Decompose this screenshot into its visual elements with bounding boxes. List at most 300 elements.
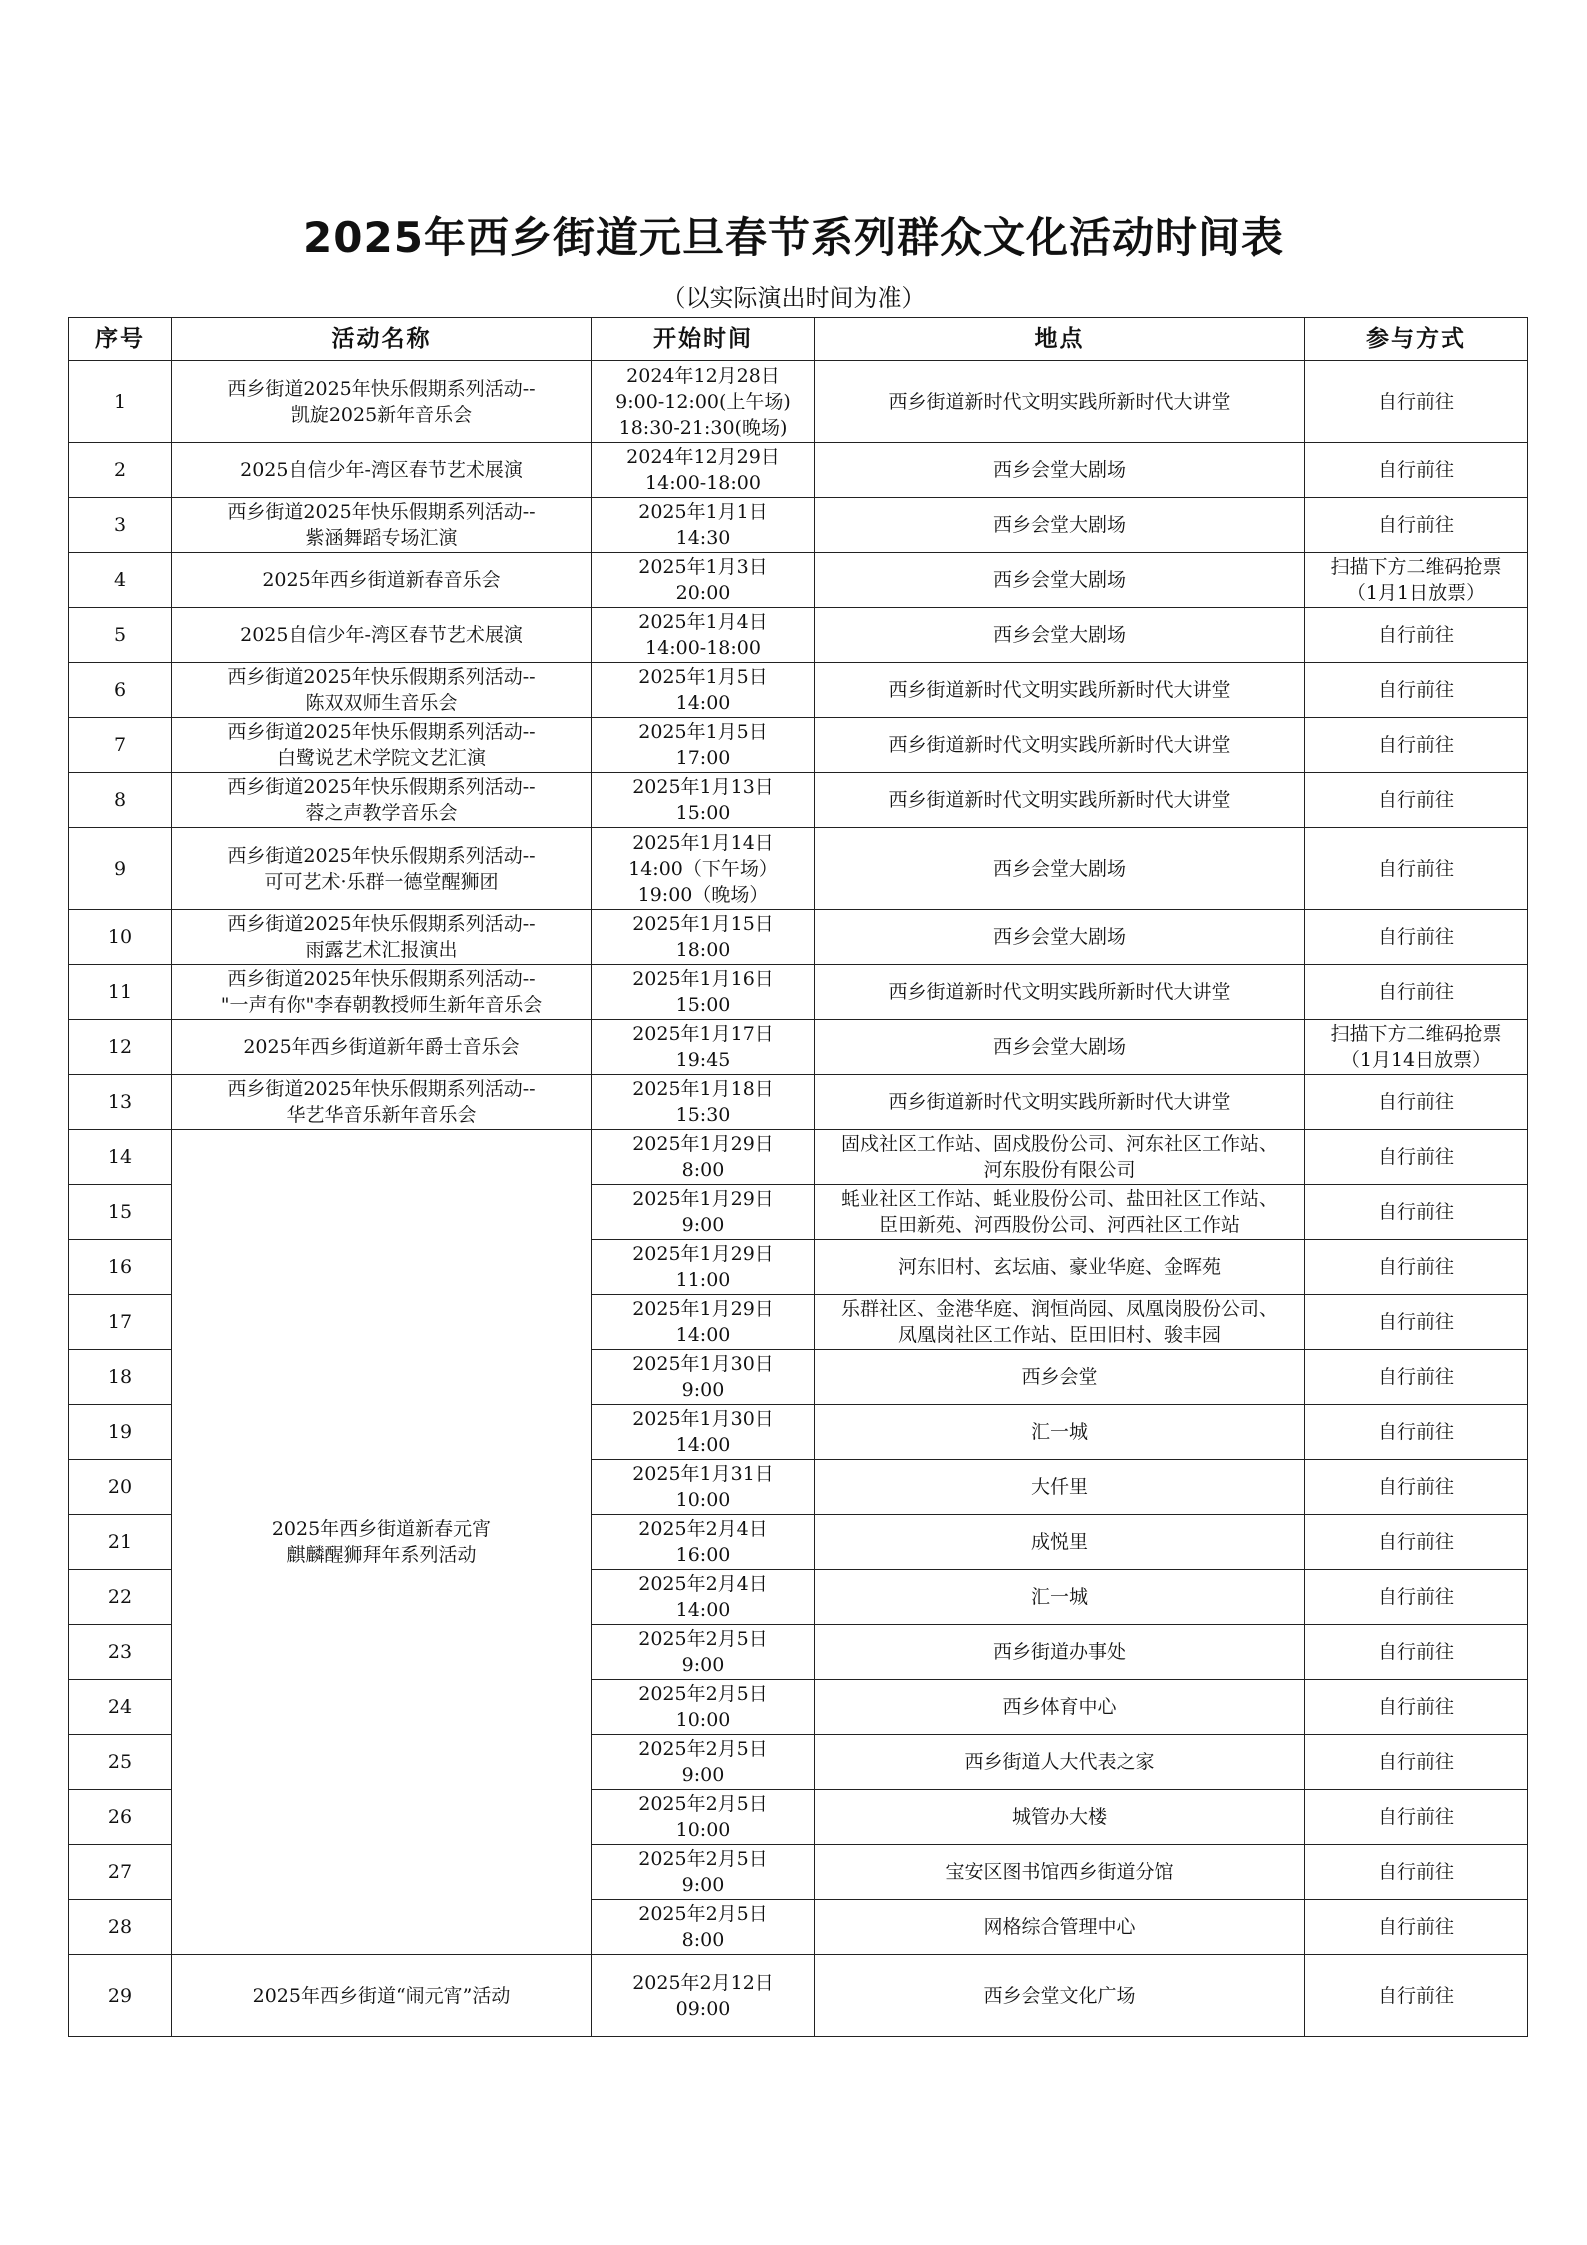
participation-mode: [1305, 1295, 1528, 1350]
location-line: 西乡会堂大剧场: [992, 926, 1126, 948]
activity-name-line: 2025年西乡街道新年爵士音乐会: [243, 1036, 520, 1058]
row-number: 11: [69, 965, 172, 1020]
start-time-line: 14:00: [675, 1324, 731, 1346]
participation-mode: [1305, 663, 1528, 718]
start-time: [592, 773, 815, 828]
location: [815, 498, 1305, 553]
location-line: 西乡街道新时代文明实践所新时代大讲堂: [888, 981, 1231, 1003]
start-time: [592, 1955, 815, 2037]
location: [815, 1735, 1305, 1790]
location: [815, 608, 1305, 663]
table-body: [69, 361, 1528, 2037]
participation-mode-line: 自行前往: [1377, 514, 1454, 536]
participation-mode: [1305, 1570, 1528, 1625]
start-time: [592, 1515, 815, 1570]
start-time-line: 10:00: [675, 1709, 731, 1731]
start-time-line: 2025年2月5日: [638, 1903, 768, 1925]
participation-mode-line: 自行前往: [1377, 734, 1454, 756]
start-time-line: 2025年2月5日: [638, 1738, 768, 1760]
participation-mode-line: 自行前往: [1377, 624, 1454, 646]
activity-name: [172, 965, 592, 1020]
start-time: [592, 1735, 815, 1790]
row-number: 21: [69, 1515, 172, 1570]
activity-name-line: 西乡街道2025年快乐假期系列活动--: [227, 1078, 536, 1100]
row-number: 26: [69, 1790, 172, 1845]
participation-mode: [1305, 361, 1528, 443]
table-row: [69, 1020, 1528, 1075]
row-number: 28: [69, 1900, 172, 1955]
location: [815, 1515, 1305, 1570]
start-time-line: 2025年1月30日: [632, 1353, 774, 1375]
row-number: 2: [69, 443, 172, 498]
location-line: 西乡街道人大代表之家: [964, 1751, 1155, 1773]
participation-mode: [1305, 608, 1528, 663]
location-line: 西乡街道办事处: [992, 1641, 1126, 1663]
location-line: 西乡街道新时代文明实践所新时代大讲堂: [888, 679, 1231, 701]
table-row: [69, 718, 1528, 773]
activity-name-line: 陈双双师生音乐会: [305, 692, 458, 714]
row-number: 17: [69, 1295, 172, 1350]
participation-mode: [1305, 1790, 1528, 1845]
activity-name-line: 2025年西乡街道“闹元宵”活动: [252, 1984, 511, 2007]
location-line: 乐群社区、金港华庭、润恒尚园、凤凰岗股份公司、: [840, 1298, 1278, 1320]
location-line: 西乡会堂大剧场: [992, 857, 1126, 880]
activity-name-line: 紫涵舞蹈专场汇演: [305, 527, 458, 549]
table-row: [69, 1130, 1528, 1185]
participation-mode-line: 自行前往: [1377, 1366, 1454, 1388]
participation-mode-line: 自行前往: [1377, 679, 1454, 701]
activity-name: [172, 828, 592, 910]
participation-mode-line: 自行前往: [1377, 1201, 1454, 1223]
start-time: [592, 361, 815, 443]
start-time-line: 16:00: [675, 1544, 731, 1566]
location: [815, 1350, 1305, 1405]
activity-name-line: 西乡街道2025年快乐假期系列活动--: [227, 377, 536, 400]
row-number: 6: [69, 663, 172, 718]
start-time-line: 19:00（晚场）: [637, 883, 769, 906]
activity-name-line: 西乡街道2025年快乐假期系列活动--: [227, 721, 536, 743]
start-time-line: 2025年1月18日: [632, 1078, 774, 1100]
activity-name-line: 华艺华音乐新年音乐会: [286, 1104, 477, 1126]
location: [815, 1020, 1305, 1075]
participation-mode: [1305, 1185, 1528, 1240]
start-time-line: 2025年2月5日: [638, 1793, 768, 1815]
activity-name: [172, 718, 592, 773]
location: [815, 361, 1305, 443]
start-time: [592, 1790, 815, 1845]
start-time: [592, 663, 815, 718]
page-subtitle: （以实际演出时间为准）: [661, 284, 926, 312]
location-line: 蚝业社区工作站、蚝业股份公司、盐田社区工作站、: [840, 1188, 1278, 1210]
activity-name: [172, 910, 592, 965]
activity-name-line: 西乡街道2025年快乐假期系列活动--: [227, 666, 536, 688]
start-time-line: 2025年2月4日: [638, 1518, 768, 1540]
location: [815, 1955, 1305, 2037]
start-time-line: 2025年1月15日: [632, 913, 774, 935]
start-time: [592, 828, 815, 910]
table-row: [69, 1955, 1528, 2037]
start-time-line: 18:00: [675, 939, 731, 961]
start-time-line: 15:30: [675, 1104, 731, 1126]
start-time-line: 2025年1月29日: [632, 1243, 774, 1265]
start-time-line: 2025年1月31日: [632, 1463, 774, 1485]
location-line: 西乡街道新时代文明实践所新时代大讲堂: [888, 734, 1231, 756]
participation-mode-line: 自行前往: [1377, 1984, 1454, 2007]
participation-mode: [1305, 1625, 1528, 1680]
table-row: [69, 608, 1528, 663]
participation-mode-line: 自行前往: [1377, 1146, 1454, 1168]
participation-mode-line: 自行前往: [1377, 981, 1454, 1003]
location: [815, 1570, 1305, 1625]
participation-mode: [1305, 553, 1528, 608]
start-time-line: 15:00: [675, 802, 731, 824]
participation-mode: [1305, 1680, 1528, 1735]
start-time: [592, 1625, 815, 1680]
activity-name: [172, 498, 592, 553]
header-no: 序号: [69, 318, 172, 361]
participation-mode: [1305, 828, 1528, 910]
start-time-line: 2025年1月17日: [632, 1023, 774, 1045]
start-time: [592, 910, 815, 965]
activity-name-line: 西乡街道2025年快乐假期系列活动--: [227, 776, 536, 798]
start-time-line: 20:00: [675, 582, 731, 604]
start-time-line: 2025年1月3日: [638, 556, 768, 578]
participation-mode: [1305, 910, 1528, 965]
start-time-line: 2025年1月16日: [632, 968, 774, 990]
location: [815, 1405, 1305, 1460]
header-time: 开始时间: [592, 318, 815, 361]
row-number: 16: [69, 1240, 172, 1295]
start-time-line: 2025年1月5日: [638, 721, 768, 743]
activity-name: [172, 443, 592, 498]
start-time: [592, 1405, 815, 1460]
activity-name-line: 西乡街道2025年快乐假期系列活动--: [227, 913, 536, 935]
start-time-line: 9:00: [681, 1654, 725, 1676]
participation-mode: [1305, 1240, 1528, 1295]
activity-name-merged-line: 2025年西乡街道新春元宵: [271, 1518, 492, 1540]
start-time-line: 2025年2月5日: [638, 1683, 768, 1705]
activity-name: [172, 773, 592, 828]
start-time-line: 2025年1月5日: [638, 666, 768, 688]
start-time: [592, 1680, 815, 1735]
activity-name: [172, 1075, 592, 1130]
participation-mode-line: 自行前往: [1377, 1641, 1454, 1663]
start-time-line: 2025年2月5日: [638, 1628, 768, 1650]
table-row: [69, 910, 1528, 965]
header-mode: 参与方式: [1305, 318, 1528, 361]
location-line: 凤凰岗社区工作站、臣田旧村、骏丰园: [897, 1324, 1221, 1346]
start-time-line: 11:00: [675, 1269, 731, 1291]
participation-mode-line: （1月1日放票）: [1346, 582, 1486, 604]
location: [815, 1240, 1305, 1295]
table-row: [69, 965, 1528, 1020]
start-time-line: 9:00: [681, 1874, 725, 1896]
activity-name-line: 2025年西乡街道新春音乐会: [262, 569, 501, 591]
participation-mode-line: 自行前往: [1377, 390, 1454, 413]
participation-mode-line: 自行前往: [1377, 1861, 1454, 1883]
location-line: 西乡会堂文化广场: [983, 1984, 1136, 2007]
location-line: 成悦里: [1030, 1531, 1088, 1553]
row-number: 14: [69, 1130, 172, 1185]
start-time: [592, 498, 815, 553]
participation-mode: [1305, 1130, 1528, 1185]
start-time: [592, 1570, 815, 1625]
start-time: [592, 1350, 815, 1405]
row-number: 24: [69, 1680, 172, 1735]
start-time-line: 18:30-21:30(晚场): [618, 416, 788, 439]
location-line: 西乡会堂: [1021, 1366, 1098, 1388]
start-time: [592, 965, 815, 1020]
participation-mode-line: 自行前往: [1377, 1091, 1454, 1113]
start-time-line: 14:00-18:00: [645, 472, 761, 494]
table-row: [69, 828, 1528, 910]
table-row: [69, 1075, 1528, 1130]
start-time-line: 19:45: [675, 1049, 731, 1071]
start-time: [592, 1185, 815, 1240]
start-time-line: 2025年2月4日: [638, 1573, 768, 1595]
participation-mode: [1305, 1515, 1528, 1570]
start-time: [592, 443, 815, 498]
participation-mode: [1305, 1075, 1528, 1130]
location: [815, 1075, 1305, 1130]
participation-mode-line: 自行前往: [1377, 1916, 1454, 1938]
location-line: 大仟里: [1030, 1476, 1088, 1498]
participation-mode-line: 自行前往: [1377, 857, 1454, 880]
row-number: 13: [69, 1075, 172, 1130]
start-time-line: 8:00: [681, 1929, 725, 1951]
location: [815, 1625, 1305, 1680]
row-number: 20: [69, 1460, 172, 1515]
schedule-table: [68, 317, 1528, 2037]
start-time: [592, 1130, 815, 1185]
activity-name-line: 白鹭说艺术学院文艺汇演: [276, 747, 486, 769]
start-time-line: 2025年1月29日: [632, 1188, 774, 1210]
participation-mode: [1305, 1900, 1528, 1955]
header-place: 地点: [815, 318, 1305, 361]
start-time-line: 14:00（下午场）: [628, 857, 778, 880]
participation-mode: [1305, 1955, 1528, 2037]
row-number: 8: [69, 773, 172, 828]
location-line: 河东股份有限公司: [983, 1159, 1136, 1181]
row-number: 27: [69, 1845, 172, 1900]
location: [815, 718, 1305, 773]
activity-name: [172, 553, 592, 608]
participation-mode-line: 自行前往: [1377, 1311, 1454, 1333]
start-time: [592, 1240, 815, 1295]
participation-mode-line: 自行前往: [1377, 789, 1454, 811]
row-number: 12: [69, 1020, 172, 1075]
participation-mode-line: （1月14日放票）: [1340, 1049, 1492, 1071]
start-time-line: 2025年2月12日: [632, 1971, 774, 1994]
table-row: [69, 553, 1528, 608]
participation-mode-line: 自行前往: [1377, 1476, 1454, 1498]
table-header-row: [69, 318, 1528, 361]
start-time-line: 14:00: [675, 1434, 731, 1456]
row-number: 22: [69, 1570, 172, 1625]
start-time: [592, 608, 815, 663]
location-line: 西乡会堂大剧场: [992, 1036, 1126, 1058]
start-time-line: 2025年2月5日: [638, 1848, 768, 1870]
start-time-line: 14:30: [675, 527, 731, 549]
start-time-line: 17:00: [675, 747, 731, 769]
row-number: 4: [69, 553, 172, 608]
location-line: 西乡街道新时代文明实践所新时代大讲堂: [888, 1091, 1231, 1113]
activity-name: [172, 1020, 592, 1075]
activity-name-line: 凯旋2025新年音乐会: [290, 403, 473, 426]
start-time-line: 2025年1月13日: [632, 776, 774, 798]
start-time-line: 8:00: [681, 1159, 725, 1181]
location-line: 西乡体育中心: [1002, 1696, 1117, 1718]
start-time-line: 2025年1月29日: [632, 1133, 774, 1155]
start-time: [592, 1845, 815, 1900]
row-number: 29: [69, 1955, 172, 2037]
participation-mode-line: 自行前往: [1377, 1806, 1454, 1828]
activity-name-line: 西乡街道2025年快乐假期系列活动--: [227, 844, 536, 867]
row-number: 10: [69, 910, 172, 965]
location-line: 西乡街道新时代文明实践所新时代大讲堂: [888, 390, 1231, 413]
location: [815, 1900, 1305, 1955]
location: [815, 1845, 1305, 1900]
participation-mode: [1305, 1350, 1528, 1405]
activity-name-line: 西乡街道2025年快乐假期系列活动--: [227, 968, 536, 990]
start-time-line: 9:00: [681, 1214, 725, 1236]
location: [815, 1130, 1305, 1185]
start-time: [592, 1295, 815, 1350]
location: [815, 828, 1305, 910]
start-time-line: 9:00-12:00(上午场): [615, 390, 791, 413]
location: [815, 1295, 1305, 1350]
location: [815, 1460, 1305, 1515]
participation-mode-line: 扫描下方二维码抢票: [1330, 556, 1502, 578]
participation-mode: [1305, 1845, 1528, 1900]
row-number: 23: [69, 1625, 172, 1680]
location: [815, 1185, 1305, 1240]
start-time-line: 2025年1月4日: [638, 611, 768, 633]
start-time-line: 9:00: [681, 1764, 725, 1786]
start-time: [592, 718, 815, 773]
participation-mode: [1305, 443, 1528, 498]
location-line: 宝安区图书馆西乡街道分馆: [945, 1861, 1174, 1883]
table-row: [69, 443, 1528, 498]
activity-name: [172, 361, 592, 443]
location: [815, 663, 1305, 718]
start-time-line: 2025年1月14日: [632, 831, 774, 854]
start-time-line: 14:00-18:00: [645, 637, 761, 659]
row-number: 19: [69, 1405, 172, 1460]
activity-name-line: 2025自信少年-湾区春节艺术展演: [240, 459, 523, 481]
activity-name-line: 2025自信少年-湾区春节艺术展演: [240, 624, 523, 646]
start-time-line: 2025年1月1日: [638, 501, 768, 523]
start-time: [592, 1020, 815, 1075]
activity-name-line: 雨露艺术汇报演出: [305, 939, 458, 961]
location-line: 汇一城: [1030, 1421, 1088, 1443]
location-line: 河东旧村、玄坛庙、豪业华庭、金晖苑: [897, 1256, 1221, 1278]
location: [815, 910, 1305, 965]
row-number: 7: [69, 718, 172, 773]
activity-name: [172, 663, 592, 718]
activity-name: [172, 1955, 592, 2037]
start-time-line: 2024年12月29日: [626, 446, 780, 468]
location: [815, 773, 1305, 828]
location: [815, 443, 1305, 498]
header-name: 活动名称: [172, 318, 592, 361]
location: [815, 1790, 1305, 1845]
activity-name-line: 蓉之声教学音乐会: [305, 802, 458, 824]
start-time: [592, 553, 815, 608]
location-line: 汇一城: [1030, 1586, 1088, 1608]
participation-mode: [1305, 1020, 1528, 1075]
activity-name-line: "一声有你"李春朝教授师生新年音乐会: [220, 994, 543, 1016]
participation-mode: [1305, 965, 1528, 1020]
participation-mode: [1305, 1405, 1528, 1460]
participation-mode-line: 自行前往: [1377, 459, 1454, 481]
row-number: 15: [69, 1185, 172, 1240]
participation-mode-line: 自行前往: [1377, 1586, 1454, 1608]
start-time-line: 14:00: [675, 692, 731, 714]
location-line: 西乡会堂大剧场: [992, 514, 1126, 536]
start-time-line: 14:00: [675, 1599, 731, 1621]
location-line: 固戍社区工作站、固戍股份公司、河东社区工作站、: [840, 1133, 1278, 1155]
participation-mode-line: 自行前往: [1377, 926, 1454, 948]
table-row: [69, 361, 1528, 443]
location: [815, 965, 1305, 1020]
row-number: 18: [69, 1350, 172, 1405]
location-line: 臣田新苑、河西股份公司、河西社区工作站: [878, 1214, 1240, 1236]
participation-mode: [1305, 498, 1528, 553]
start-time: [592, 1075, 815, 1130]
location: [815, 553, 1305, 608]
start-time-line: 2025年1月29日: [632, 1298, 774, 1320]
start-time-line: 09:00: [675, 1997, 731, 2020]
table-row: [69, 773, 1528, 828]
participation-mode: [1305, 718, 1528, 773]
location-line: 西乡街道新时代文明实践所新时代大讲堂: [888, 789, 1231, 811]
participation-mode: [1305, 1735, 1528, 1790]
location-line: 城管办大楼: [1011, 1806, 1107, 1828]
start-time-line: 10:00: [675, 1819, 731, 1841]
start-time-line: 10:00: [675, 1489, 731, 1511]
start-time-line: 15:00: [675, 994, 731, 1016]
start-time-line: 2025年1月30日: [632, 1408, 774, 1430]
participation-mode-line: 扫描下方二维码抢票: [1330, 1023, 1502, 1045]
activity-name-merged: [172, 1130, 592, 1955]
participation-mode: [1305, 773, 1528, 828]
start-time: [592, 1900, 815, 1955]
page-title: 2025年西乡街道元旦春节系列群众文化活动时间表: [303, 213, 1284, 262]
location-line: 西乡会堂大剧场: [992, 569, 1126, 591]
row-number: 3: [69, 498, 172, 553]
start-time-line: 9:00: [681, 1379, 725, 1401]
location-line: 西乡会堂大剧场: [992, 624, 1126, 646]
participation-mode-line: 自行前往: [1377, 1256, 1454, 1278]
location: [815, 1680, 1305, 1735]
participation-mode-line: 自行前往: [1377, 1531, 1454, 1553]
activity-name: [172, 608, 592, 663]
participation-mode-line: 自行前往: [1377, 1751, 1454, 1773]
row-number: 5: [69, 608, 172, 663]
activity-name-line: 西乡街道2025年快乐假期系列活动--: [227, 501, 536, 523]
start-time-line: 2024年12月28日: [626, 364, 780, 387]
row-number: 9: [69, 828, 172, 910]
location-line: 网格综合管理中心: [983, 1916, 1136, 1938]
table-row: [69, 498, 1528, 553]
participation-mode-line: 自行前往: [1377, 1421, 1454, 1443]
participation-mode-line: 自行前往: [1377, 1696, 1454, 1718]
activity-name-line: 可可艺术·乐群一德堂醒狮团: [264, 870, 499, 893]
activity-name-merged-line: 麒麟醒狮拜年系列活动: [286, 1544, 477, 1566]
row-number: 25: [69, 1735, 172, 1790]
location-line: 西乡会堂大剧场: [992, 459, 1126, 481]
